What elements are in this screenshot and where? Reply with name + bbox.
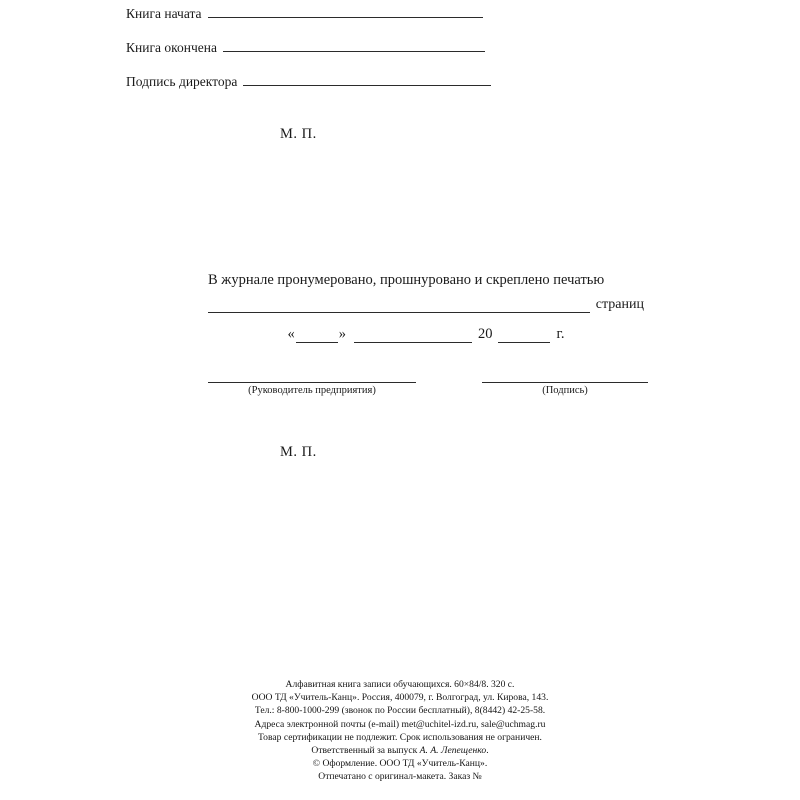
colophon-line-certification: Товар сертификации не подлежит. Срок использования не ограничен. [258, 731, 542, 743]
stamp-mark-top: М. П. [280, 126, 317, 142]
colophon-line-publisher: ООО ТД «Учитель-Канц». Россия, 400079, г. Волгоград, ул. Кирова, 143. [251, 692, 549, 704]
field-label-book-started: Книга начата [126, 6, 202, 21]
colophon-editor-name: А. А. Лепещенко [419, 745, 487, 757]
colophon-line-phone: Тел.: 8-800-1000-299 (звонок по России бесплатный), 8(8442) 42-25-58. [254, 705, 546, 717]
signature-caption-sign: (Подпись) [542, 385, 588, 396]
colophon [0, 678, 800, 784]
colophon-line-order: Отпечатано с оригинал-макета. Заказ № [318, 771, 482, 783]
field-row-director-signature [126, 72, 666, 92]
date-year-suffix: г. [556, 326, 565, 342]
signature-line-head[interactable] [208, 370, 416, 383]
field-row-book-started [126, 4, 666, 24]
date-day-input[interactable] [296, 328, 338, 343]
colophon-editor-suffix: . [486, 745, 489, 757]
signature-block-sign [482, 370, 648, 396]
signature-row [208, 370, 648, 396]
field-line-director-signature[interactable] [243, 72, 491, 86]
colophon-line-editor [0, 744, 800, 757]
field-line-book-finished[interactable] [223, 38, 485, 52]
signature-caption-head: (Руководитель предприятия) [248, 385, 376, 396]
top-fields-group [126, 4, 666, 106]
colophon-line-copyright: © Оформление. ООО ТД «Учитель-Канц». [312, 758, 488, 770]
date-year-prefix: 20 [478, 326, 493, 342]
field-row-book-finished [126, 38, 666, 58]
field-line-book-started[interactable] [208, 4, 483, 18]
certification-pages-line[interactable] [208, 298, 590, 313]
certification-pages-label: страниц [595, 297, 644, 312]
certification-title: В журнале пронумеровано, прошнуровано и скреплено печатью [208, 272, 605, 288]
date-quote-open: « [287, 326, 295, 342]
certification-pages-row [208, 297, 644, 313]
date-year-input[interactable] [498, 328, 550, 343]
colophon-editor-prefix: Ответственный за выпуск [311, 745, 420, 757]
field-label-book-finished: Книга окончена [126, 40, 217, 55]
date-quote-close: » [338, 326, 347, 342]
signature-block-head [208, 370, 416, 396]
field-label-director-signature: Подпись директора [126, 74, 238, 89]
stamp-mark-bottom: М. П. [280, 444, 317, 460]
certification-block [208, 272, 644, 343]
colophon-line-edition: Алфавитная книга записи обучающихся. 60×84/8. 320 с. [285, 679, 515, 690]
colophon-line-email: Адреса электронной почты (e-mail) met@uchitel-izd.ru, sale@uchmag.ru [254, 718, 546, 730]
signature-line-sign[interactable] [482, 370, 648, 383]
certification-date-row [208, 326, 644, 343]
date-month-input[interactable] [354, 328, 472, 343]
